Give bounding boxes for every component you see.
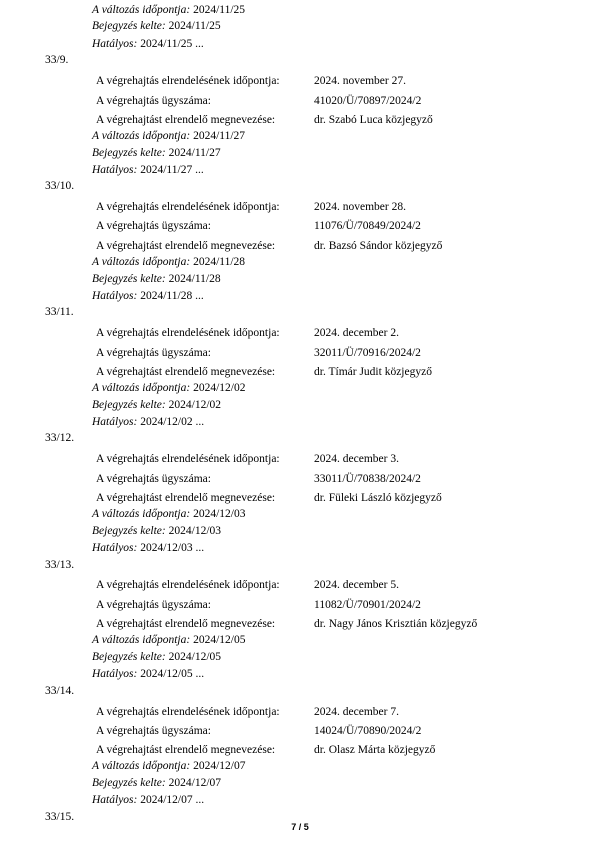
effective-value: 2024/12/03 ... bbox=[140, 542, 205, 554]
entry-date-value: 2024/11/27 bbox=[168, 147, 221, 159]
change-date-value: 2024/12/02 bbox=[193, 382, 246, 394]
order-date-value: 2024. december 3. bbox=[314, 453, 399, 465]
ordering-party-value: dr. Olasz Márta közjegyző bbox=[314, 744, 436, 756]
change-date-label: A változás időpontja: bbox=[92, 256, 191, 268]
ordering-party-value: dr. Nagy János Krisztián közjegyző bbox=[314, 618, 478, 630]
entry-date-value: 2024/12/02 bbox=[168, 399, 222, 411]
effective-label: Hatályos: bbox=[92, 542, 138, 554]
effective-value: 2024/11/28 ... bbox=[140, 290, 204, 302]
case-number-value: 32011/Ü/70916/2024/2 bbox=[314, 347, 421, 359]
effective-value: 2024/12/02 ... bbox=[140, 416, 205, 428]
change-date-value: 2024/12/07 bbox=[193, 760, 246, 772]
change-date-value: 2024/11/27 bbox=[193, 130, 246, 142]
order-date-label: A végrehajtás elrendelésének időpontja: bbox=[96, 579, 280, 591]
order-date-value: 2024. december 5. bbox=[314, 579, 399, 591]
entry-number: 33/9. bbox=[45, 54, 69, 66]
effective-label: Hatályos: bbox=[92, 668, 138, 680]
entry-date-label: Bejegyzés kelte: bbox=[92, 651, 166, 663]
entry-date-value: 2024/12/05 bbox=[168, 651, 222, 663]
entry-number: 33/12. bbox=[45, 432, 75, 444]
ordering-party-label: A végrehajtást elrendelő megnevezése: bbox=[96, 366, 276, 378]
effective-line bbox=[92, 790, 204, 810]
entry-date-value: 2024/11/28 bbox=[168, 273, 221, 285]
change-date-value: 2024/12/03 bbox=[193, 508, 246, 520]
entry-date-label: Bejegyzés kelte: bbox=[92, 147, 166, 159]
case-number-label: A végrehajtás ügyszáma: bbox=[96, 473, 211, 485]
ordering-party-label: A végrehajtást elrendelő megnevezése: bbox=[96, 114, 276, 126]
entry-date-label: Bejegyzés kelte: bbox=[92, 777, 166, 789]
entry-number: 33/10. bbox=[45, 180, 75, 192]
order-date-value: 2024. november 27. bbox=[314, 75, 406, 87]
case-number-value: 11076/Ü/70849/2024/2 bbox=[314, 220, 421, 232]
entry-number: 33/14. bbox=[45, 685, 75, 697]
effective-line bbox=[92, 664, 204, 684]
case-number-value: 33011/Ü/70838/2024/2 bbox=[314, 473, 421, 485]
entry-number: 33/11. bbox=[45, 306, 74, 318]
effective-line bbox=[92, 412, 204, 432]
order-date-label: A végrehajtás elrendelésének időpontja: bbox=[96, 75, 280, 87]
case-number-label: A végrehajtás ügyszáma: bbox=[96, 95, 211, 107]
ordering-party-label: A végrehajtást elrendelő megnevezése: bbox=[96, 240, 276, 252]
effective-line bbox=[92, 538, 204, 558]
change-date-label: A változás időpontja: bbox=[92, 382, 191, 394]
order-date-value: 2024. december 7. bbox=[314, 706, 399, 718]
case-number-label: A végrehajtás ügyszáma: bbox=[96, 347, 211, 359]
order-date-label: A végrehajtás elrendelésének időpontja: bbox=[96, 706, 280, 718]
ordering-party-label: A végrehajtást elrendelő megnevezése: bbox=[96, 492, 276, 504]
entry-date-label: Bejegyzés kelte: bbox=[92, 273, 166, 285]
effective-label: Hatályos: bbox=[92, 164, 138, 176]
effective-line bbox=[92, 286, 204, 306]
change-date-value: 2024/11/25 bbox=[193, 4, 246, 16]
entry-date-label: Bejegyzés kelte: bbox=[92, 525, 166, 537]
change-date-label: A változás időpontja: bbox=[92, 130, 191, 142]
order-date-value: 2024. december 2. bbox=[314, 327, 399, 339]
case-number-value: 41020/Ü/70897/2024/2 bbox=[314, 95, 422, 107]
entry-number: 33/13. bbox=[45, 559, 75, 571]
ordering-party-label: A végrehajtást elrendelő megnevezése: bbox=[96, 618, 276, 630]
entry-date-label: Bejegyzés kelte: bbox=[92, 20, 166, 32]
order-date-label: A végrehajtás elrendelésének időpontja: bbox=[96, 327, 280, 339]
order-date-label: A végrehajtás elrendelésének időpontja: bbox=[96, 453, 280, 465]
effective-label: Hatályos: bbox=[92, 794, 138, 806]
case-number-label: A végrehajtás ügyszáma: bbox=[96, 725, 211, 737]
entry-date-value: 2024/11/25 bbox=[168, 20, 221, 32]
page-number: 7 / 5 bbox=[291, 822, 309, 832]
ordering-party-value: dr. Füleki László közjegyző bbox=[314, 492, 442, 504]
effective-value: 2024/11/25 ... bbox=[140, 38, 204, 50]
entry-date-label: Bejegyzés kelte: bbox=[92, 399, 166, 411]
change-date-label: A változás időpontja: bbox=[92, 508, 191, 520]
effective-value: 2024/12/07 ... bbox=[140, 794, 205, 806]
effective-value: 2024/12/05 ... bbox=[140, 668, 205, 680]
effective-label: Hatályos: bbox=[92, 38, 138, 50]
effective-value: 2024/11/27 ... bbox=[140, 164, 204, 176]
entry-number: 33/15. bbox=[45, 811, 75, 823]
change-date-value: 2024/12/05 bbox=[193, 634, 246, 646]
ordering-party-value: dr. Bazsó Sándor közjegyző bbox=[314, 240, 443, 252]
case-number-value: 14024/Ü/70890/2024/2 bbox=[314, 725, 422, 737]
case-number-value: 11082/Ü/70901/2024/2 bbox=[314, 599, 421, 611]
effective-line bbox=[92, 160, 204, 180]
change-date-value: 2024/11/28 bbox=[193, 256, 246, 268]
entry-date-value: 2024/12/03 bbox=[168, 525, 222, 537]
case-number-label: A végrehajtás ügyszáma: bbox=[96, 220, 211, 232]
effective-line bbox=[92, 34, 204, 54]
order-date-label: A végrehajtás elrendelésének időpontja: bbox=[96, 201, 280, 213]
change-date-label: A változás időpontja: bbox=[92, 760, 191, 772]
effective-label: Hatályos: bbox=[92, 416, 138, 428]
case-number-label: A végrehajtás ügyszáma: bbox=[96, 599, 211, 611]
entry-date-line bbox=[92, 16, 221, 36]
entry-date-value: 2024/12/07 bbox=[168, 777, 222, 789]
ordering-party-value: dr. Szabó Luca közjegyző bbox=[314, 114, 433, 126]
order-date-value: 2024. november 28. bbox=[314, 201, 406, 213]
effective-label: Hatályos: bbox=[92, 290, 138, 302]
change-date-label: A változás időpontja: bbox=[92, 4, 191, 16]
change-date-label: A változás időpontja: bbox=[92, 634, 191, 646]
ordering-party-label: A végrehajtást elrendelő megnevezése: bbox=[96, 744, 276, 756]
ordering-party-value: dr. Tímár Judit közjegyző bbox=[314, 366, 432, 378]
